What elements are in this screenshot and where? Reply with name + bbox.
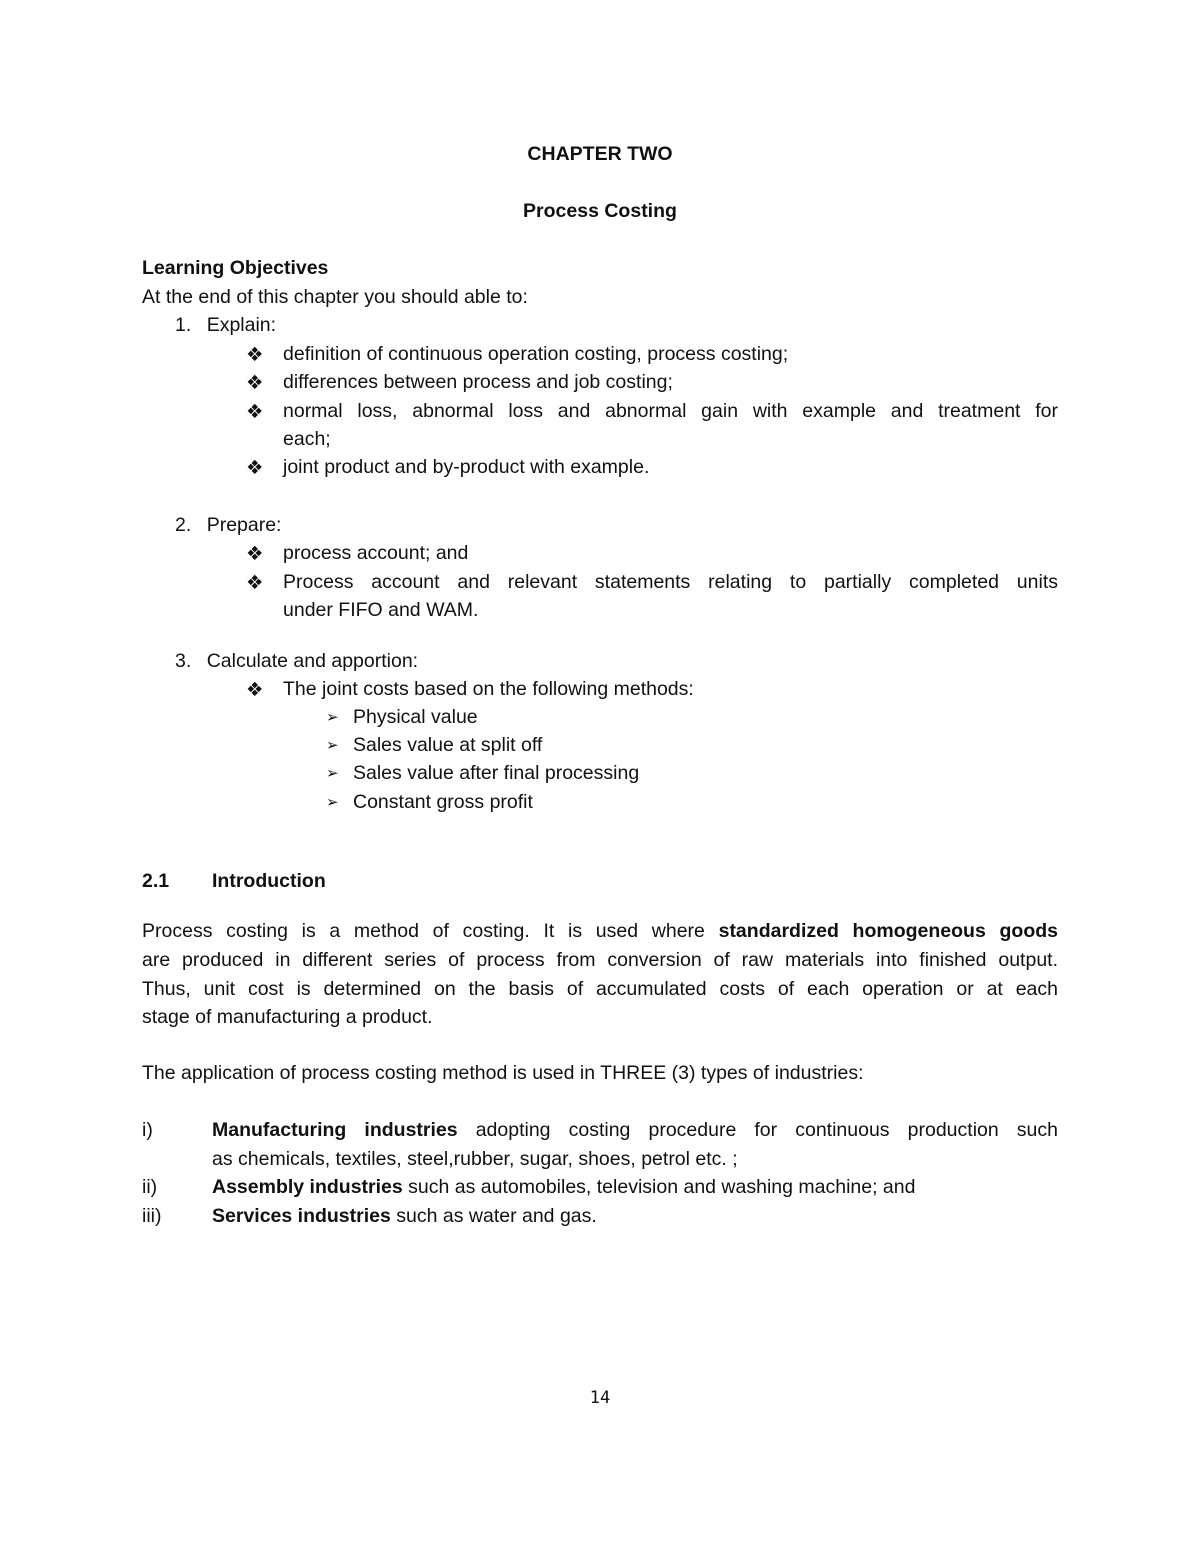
objective-item-3 xyxy=(175,652,418,672)
method-item: Physical value xyxy=(353,706,478,728)
industry-name: Assembly industries xyxy=(212,1176,403,1198)
arrow-icon: ➢ xyxy=(326,737,339,754)
method-item: Constant gross profit xyxy=(353,791,533,813)
industry-name: Services industries xyxy=(212,1205,391,1227)
objective-number: 3. xyxy=(175,650,192,672)
objective-number: 1. xyxy=(175,314,192,336)
method-item: Sales value after final processing xyxy=(353,762,640,784)
application-sentence: The application of process costing method is used in THREE (3) types of industries: xyxy=(142,1062,864,1084)
industry-item xyxy=(212,1121,1058,1141)
industry-text: such as water and gas. xyxy=(396,1205,597,1227)
bullet-icon: ❖ xyxy=(246,572,264,594)
objective-label: Explain: xyxy=(206,314,277,336)
objective-bullet-continuation: under FIFO and WAM. xyxy=(283,599,479,621)
industry-numeral: i) xyxy=(142,1119,153,1141)
page-number: 14 xyxy=(589,1388,611,1408)
industry-numeral: ii) xyxy=(142,1176,158,1198)
intro-emphasis: standardized homogeneous goods xyxy=(718,920,1058,942)
intro-paragraph-line: are produced in different series of process from conversion of raw materials into finished output. xyxy=(142,949,1058,971)
bullet-icon: ❖ xyxy=(246,401,264,423)
intro-paragraph-line xyxy=(142,922,1058,942)
chapter-title: CHAPTER TWO xyxy=(527,143,673,165)
industry-continuation: as chemicals, textiles, steel,rubber, sugar, shoes, petrol etc. ; xyxy=(212,1148,738,1170)
objective-bullet: definition of continuous operation costing, process costing; xyxy=(283,343,789,365)
intro-paragraph-line: Thus, unit cost is determined on the basis of accumulated costs of each operation or at each xyxy=(142,978,1058,1000)
arrow-icon: ➢ xyxy=(326,794,339,811)
objectives-intro: At the end of this chapter you should able to: xyxy=(142,286,528,308)
objective-bullet: Process account and relevant statements relating to partially completed units xyxy=(283,571,1058,593)
industry-item xyxy=(212,1178,915,1198)
bullet-icon: ❖ xyxy=(246,679,264,701)
arrow-icon: ➢ xyxy=(326,709,339,726)
objectives-heading: Learning Objectives xyxy=(142,257,329,279)
objective-bullet-continuation: each; xyxy=(283,428,331,450)
bullet-icon: ❖ xyxy=(246,457,264,479)
section-title: Introduction xyxy=(212,870,326,892)
industry-text: such as automobiles, television and washing machine; and xyxy=(408,1176,916,1198)
objective-bullet: The joint costs based on the following methods: xyxy=(283,678,694,700)
objective-bullet: joint product and by-product with example. xyxy=(283,456,650,478)
intro-text: Process costing is a method of costing. It is used where xyxy=(142,920,705,942)
objective-item-2 xyxy=(175,516,281,536)
objective-label: Calculate and apportion: xyxy=(206,650,419,672)
objective-bullet: normal loss, abnormal loss and abnormal gain with example and treatment for xyxy=(283,400,1058,422)
industry-item xyxy=(212,1207,597,1227)
section-number: 2.1 xyxy=(142,870,170,892)
objective-bullet: process account; and xyxy=(283,542,469,564)
objective-item-1 xyxy=(175,316,276,336)
objective-label: Prepare: xyxy=(206,514,282,536)
chapter-subtitle: Process Costing xyxy=(523,200,677,222)
industry-text: adopting costing procedure for continuous production such xyxy=(475,1119,1058,1141)
arrow-icon: ➢ xyxy=(326,765,339,782)
bullet-icon: ❖ xyxy=(246,372,264,394)
intro-paragraph-line: stage of manufacturing a product. xyxy=(142,1006,433,1028)
objective-number: 2. xyxy=(175,514,192,536)
objective-bullet: differences between process and job costing; xyxy=(283,371,673,393)
bullet-icon: ❖ xyxy=(246,543,264,565)
industry-numeral: iii) xyxy=(142,1205,162,1227)
industry-name: Manufacturing industries xyxy=(212,1119,458,1141)
method-item: Sales value at split off xyxy=(353,734,543,756)
bullet-icon: ❖ xyxy=(246,344,264,366)
